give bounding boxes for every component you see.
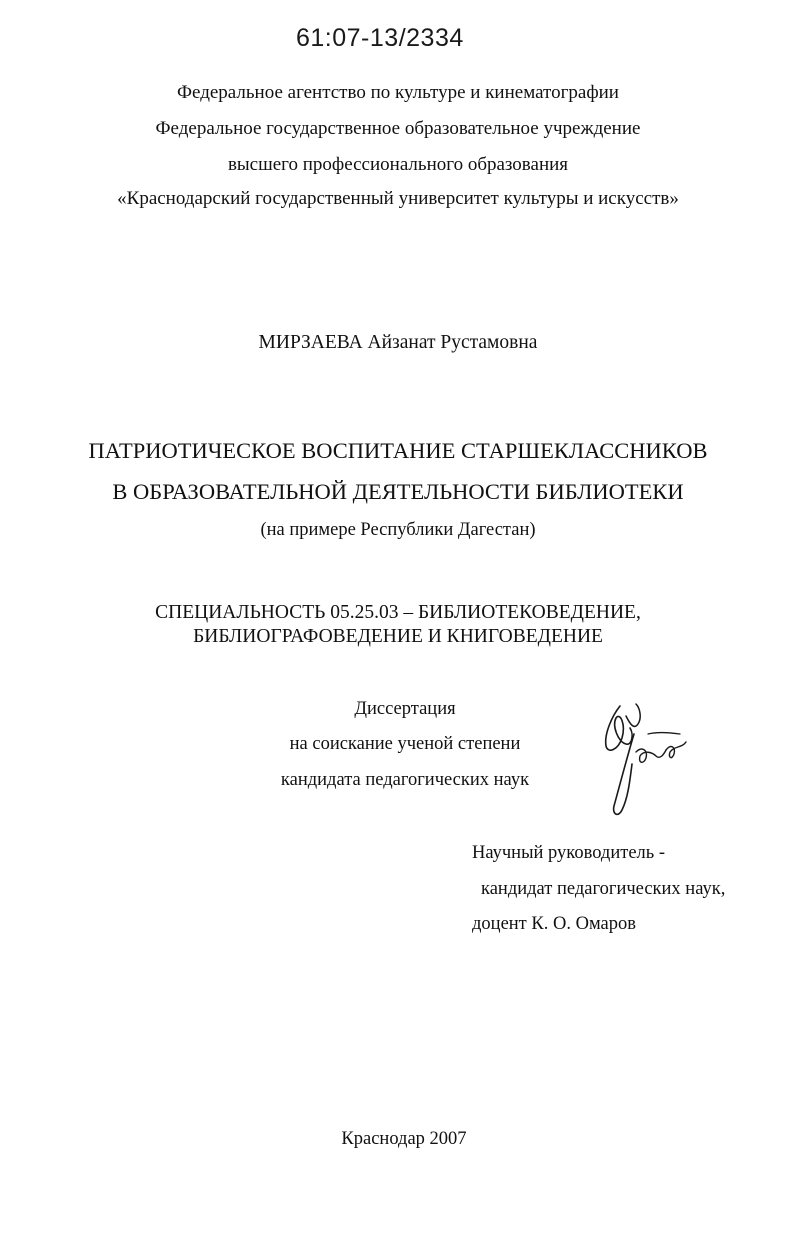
university-line: «Краснодарский государственный университет культуры и искусств»: [117, 188, 679, 209]
handwritten-signature: [590, 694, 700, 826]
dissertation-field-line: кандидата педагогических наук: [280, 770, 530, 790]
dissertation-degree-line: на соискание ученой степени: [289, 734, 521, 754]
title-line-1: ПАТРИОТИЧЕСКОЕ ВОСПИТАНИЕ СТАРШЕКЛАССНИКОВ: [88, 438, 708, 463]
title-subtitle: (на примере Республики Дагестан): [260, 520, 536, 540]
institution-type-line: Федеральное государственное образовательное учреждение: [155, 118, 641, 139]
specialty-line-1: СПЕЦИАЛЬНОСТЬ 05.25.03 – БИБЛИОТЕКОВЕДЕНИЕ,: [155, 602, 641, 623]
advisor-name: доцент К. О. Омаров: [472, 914, 636, 934]
education-level-line: высшего профессионального образования: [227, 154, 569, 175]
title-line-2: В ОБРАЗОВАТЕЛЬНОЙ ДЕЯТЕЛЬНОСТИ БИБЛИОТЕКИ: [112, 479, 684, 504]
specialty-line-2: БИБЛИОГРАФОВЕДЕНИЕ И КНИГОВЕДЕНИЕ: [193, 626, 603, 647]
dissertation-label: Диссертация: [354, 699, 456, 719]
place-year: Краснодар 2007: [341, 1129, 467, 1149]
advisor-degree: кандидат педагогических наук,: [481, 879, 726, 899]
advisor-label: Научный руководитель -: [472, 843, 665, 863]
agency-line: Федеральное агентство по культуре и кинематографии: [177, 82, 619, 103]
author-name: МИРЗАЕВА Айзанат Рустамовна: [258, 332, 538, 353]
archive-code: 61:07-13/2334: [296, 24, 464, 52]
